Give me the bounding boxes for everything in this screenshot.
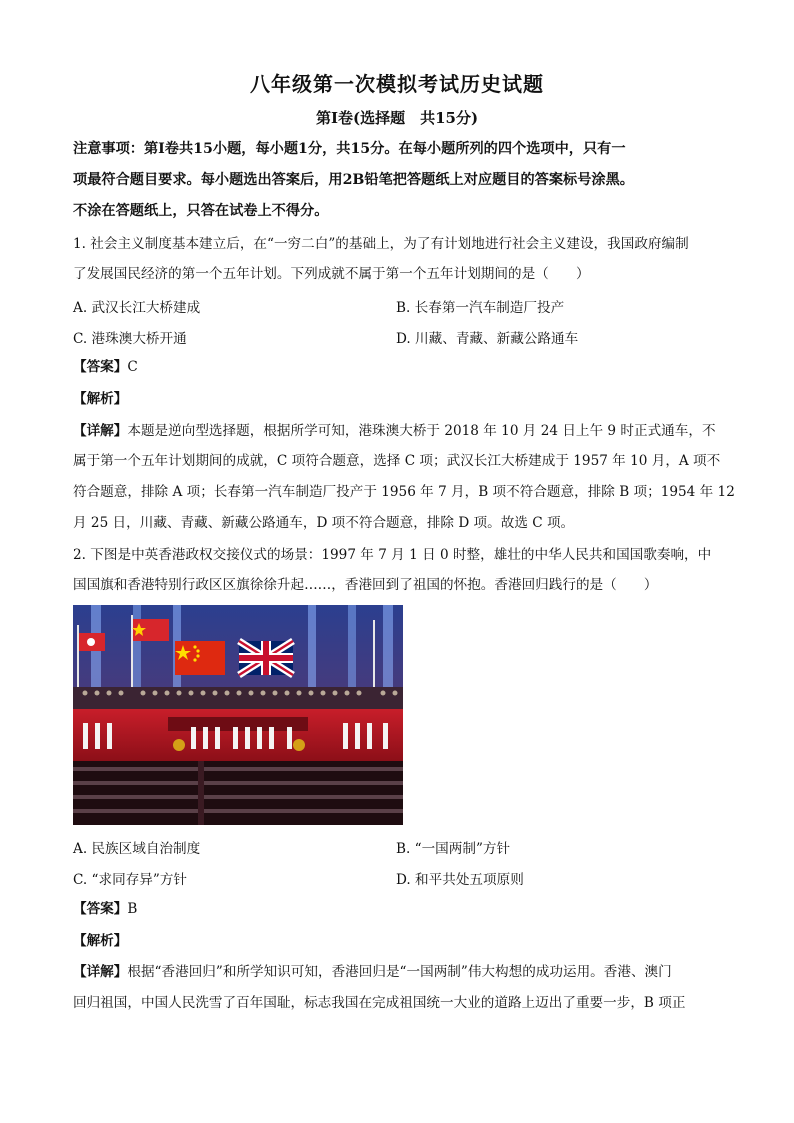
section-subtitle: 第Ⅰ卷(选择题 共15分)	[315, 109, 479, 127]
answer-label: 【答案】	[73, 359, 128, 375]
q2-analysis	[73, 931, 733, 951]
instructions-line: 注意事项：第Ⅰ卷共15小题，每小题1分，共15分。在每小题所列的四个选项中，只有一	[73, 141, 626, 157]
page-title: 八年级第一次模拟考试历史试题	[250, 72, 544, 96]
analysis-label: 【解析】	[73, 933, 128, 949]
detail-label: 【详解】	[73, 423, 128, 439]
q2-answer	[73, 899, 733, 919]
answer-value: C	[127, 359, 138, 375]
q2-detail: 回归祖国，中国人民洗雪了百年国耻，标志我国在完成祖国统一大业的道路上迈出了重要一步，B 项正	[73, 995, 686, 1011]
question-1-stem: 1. 社会主义制度基本建立后，在“一穷二白”的基础上，为了有计划地进行社会主义建设，我国政府编制	[73, 236, 689, 252]
q2-option-a: A. 民族区域自治制度	[73, 841, 201, 857]
q1-option-c: C. 港珠澳大桥开通	[73, 331, 187, 347]
answer-label: 【答案】	[73, 901, 128, 917]
analysis-label: 【解析】	[73, 391, 128, 407]
q1-option-d: D. 川藏、青藏、新藏公路通车	[396, 331, 579, 347]
detail-text: 本题是逆向型选择题，根据所学可知，港珠澳大桥于 2018 年 10 月 24 日上午 9 时正式通车，不	[127, 423, 716, 439]
question-2-stem: 国国旗和香港特别行政区区旗徐徐升起……，香港回到了祖国的怀抱。香港回归践行的是（ ）	[73, 577, 658, 593]
question-2-stem: 2. 下图是中英香港政权交接仪式的场景：1997 年 7 月 1 日 0 时整，雄壮的中华人民共和国国歌奏响，中	[73, 547, 712, 563]
q2-detail	[73, 962, 733, 982]
q1-detail	[73, 421, 733, 441]
q2-option-b: B. “一国两制”方针	[396, 841, 511, 857]
q1-detail: 属于第一个五年计划期间的成就，C 项符合题意，选择 C 项；武汉长江大桥建成于 1957 年 10 月，A 项不	[73, 453, 721, 469]
q2-option-d: D. 和平共处五项原则	[396, 872, 524, 888]
question-1-stem: 了发展国民经济的第一个五年计划。下列成就不属于第一个五年计划期间的是（ ）	[73, 266, 590, 282]
q1-answer	[73, 357, 733, 377]
q1-analysis	[73, 389, 733, 409]
detail-label: 【详解】	[73, 964, 128, 980]
instructions-line: 项最符合题目要求。每小题选出答案后，用2B铅笔把答题纸上对应题目的答案标号涂黑。	[73, 172, 634, 188]
q1-option-a: A. 武汉长江大桥建成	[73, 300, 201, 316]
q1-option-b: B. 长春第一汽车制造厂投产	[396, 300, 565, 316]
q1-detail: 符合题意，排除 A 项；长春第一汽车制造厂投产于 1956 年 7 月，B 项不符合题意，排除 B 项；1954 年 12	[73, 484, 735, 500]
detail-text: 根据“香港回归”和所学知识可知，香港回归是“一国两制”伟大构想的成功运用。香港、澳门	[127, 964, 672, 980]
handover-ceremony-photo	[73, 605, 403, 825]
q2-option-c: C. “求同存异”方针	[73, 872, 188, 888]
instructions-line: 不涂在答题纸上，只答在试卷上不得分。	[73, 203, 329, 219]
q1-detail: 月 25 日，川藏、青藏、新藏公路通车，D 项不符合题意，排除 D 项。故选 C 项。	[73, 515, 575, 531]
answer-value: B	[127, 901, 138, 917]
